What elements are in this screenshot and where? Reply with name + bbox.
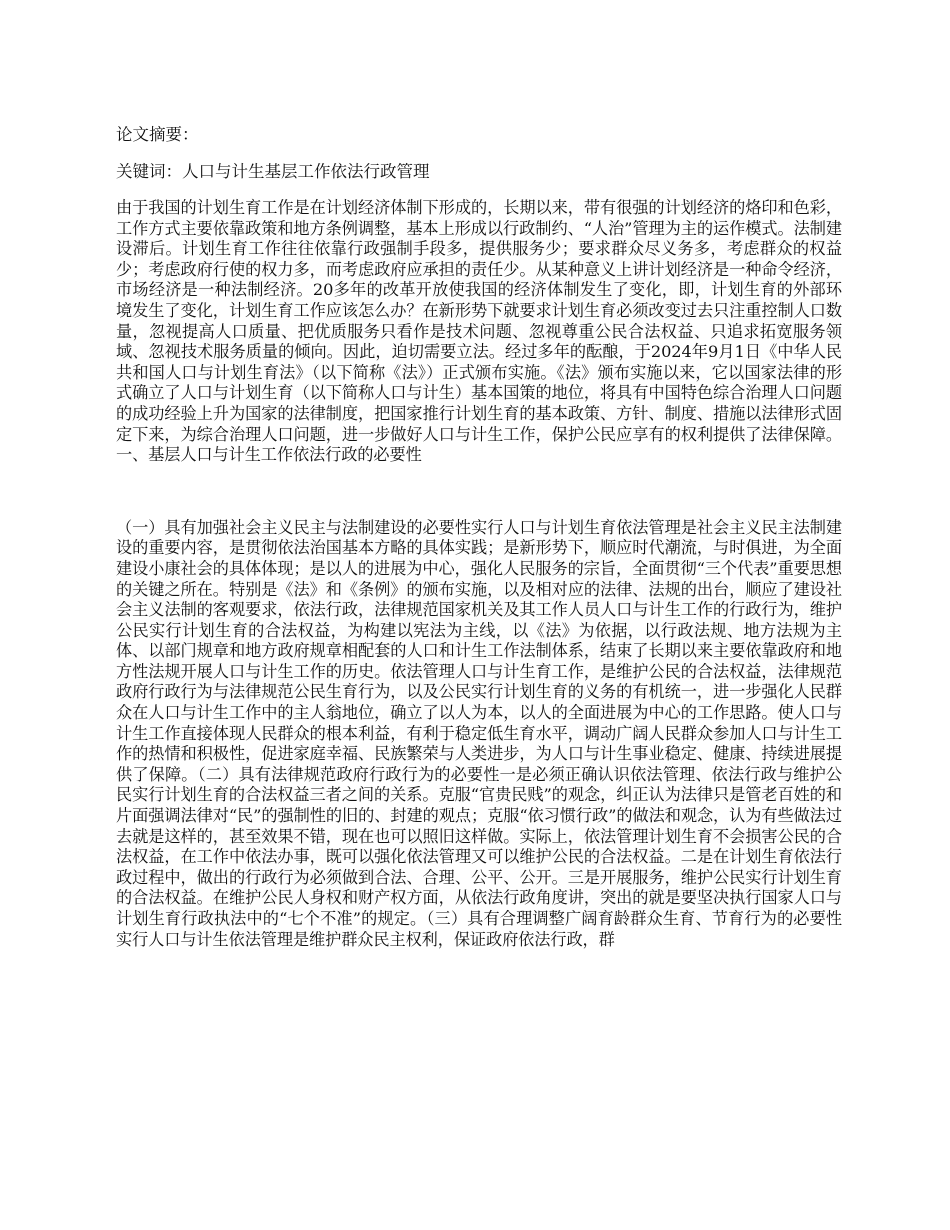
body-paragraph: 由于我国的计划生育工作是在计划经济体制下形成的，长期以来，带有很强的计划经济的烙印和色彩，工作方式主要依靠政策和地方条例调整，基本上形成以行政制约、“人治”管理为主的运作模式。法制建设滞后。计划生育工作往往依靠行政强制手段多，提供服务少；要求群众尽义务多，考虑群众的权益少；考虑政府行使的权力多，而考虑政府应承担的责任少。从某种意义上讲计划经济是一种命令经济，市场经济是一种法制经济。20多年的改革开放使我国的经济体制发生了变化，即，计划生育的外部环境发生了变化，计划生育工作应该怎么办？在新形势下就要求计划生育必须改变过去只注重控制人口数量，忽视提高人口质量、把优质服务只看作是技术问题、忽视尊重公民合法权益、只追求拓宽服务领域、忽视技术服务质量的倾向。因此，迫切需要立法。经过多年的酝酿，于2024年9月1日《中华人民共和国人口与计划生育法》（以下简称《法》）正式颁布实施。《法》颁布实施以来，它以国家法律的形式确立了人口与计划生育（以下简称人口与计生）基本国策的地位，将具有中国特色综合治理人口问题的成功经验上升为国家的法律制度，把国家推行计划生育的基本政策、方针、制度、措施以法律形式固定下来，为综合治理人口问题，进一步做好人口与计生工作，保护公民应享有的权利提供了法律保障。一、基层人口与计生工作依法行政的必要性: [116, 198, 842, 465]
document-page: [116, 124, 842, 950]
abstract-heading: 论文摘要：: [116, 125, 199, 144]
keywords-line: 关键词：人口与计生基层工作依法行政管理: [116, 162, 430, 181]
body-paragraph: （一）具有加强社会主义民主与法制建设的必要性实行人口与计划生育依法管理是社会主义民主法制建设的重要内容，是贯彻依法治国基本方略的具体实践；是新形势下，顺应时代潮流，与时俱进，为全面建设小康社会的具体体现；是以人的进展为中心，强化人民服务的宗旨，全面贯彻“三个代表”重要思想的关键之所在。特别是《法》和《条例》的颁布实施，以及相对应的法律、法规的出台，顺应了建设社会主义法制的客观要求，依法行政，法律规范国家机关及其工作人员人口与计生工作的行政行为，维护公民实行计划生育的合法权益，为构建以宪法为主线，以《法》为依据，以行政法规、地方法规为主体、以部门规章和地方政府规章相配套的人口和计生工作法制体系，结束了长期以来主要依靠政府和地方性法规开展人口与计生工作的历史。依法管理人口与计生育工作，是维护公民的合法权益，法律规范政府行政行为与法律规范公民生育行为，以及公民实行计划生育的义务的有机统一，进一步强化人民群众在人口与计生工作中的主人翁地位，确立了以人为本，以人的全面进展为中心的工作思路。使人口与计生工作直接体现人民群众的根本利益，有利于稳定低生育水平，调动广阔人民群众参加人口与计生工作的热情和积极性，促进家庭幸福、民族繁荣与人类进步，为人口与计生事业稳定、健康、持续进展提供了保障。（二）具有法律规范政府行政行为的必要性一是必须正确认识依法管理、依法行政与维护公民实行计划生育的合法权益三者之间的关系。克服“官贵民贱”的观念，纠正认为法律只是管老百姓的和片面强调法律对“民”的强制性的旧的、封建的观点；克服“依习惯行政”的做法和观念，认为有些做法过去就是这样的，甚至效果不错，现在也可以照旧这样做。实际上，依法管理计划生育不会损害公民的合法权益，在工作中依法办事，既可以强化依法管理又可以维护公民的合法权益。二是在计划生育依法行政过程中，做出的行政行为必须做到合法、合理、公平、公开。三是开展服务，维护公民实行计划生育的合法权益。在维护公民人身权和财产权方面，从依法行政角度讲，突出的就是要坚决执行国家人口与计划生育行政执法中的“七个不准”的规定。（三）具有合理调整广阔育龄群众生育、节育行为的必要性实行人口与计生依法管理是维护群众民主权利，保证政府依法行政，群: [116, 517, 842, 949]
